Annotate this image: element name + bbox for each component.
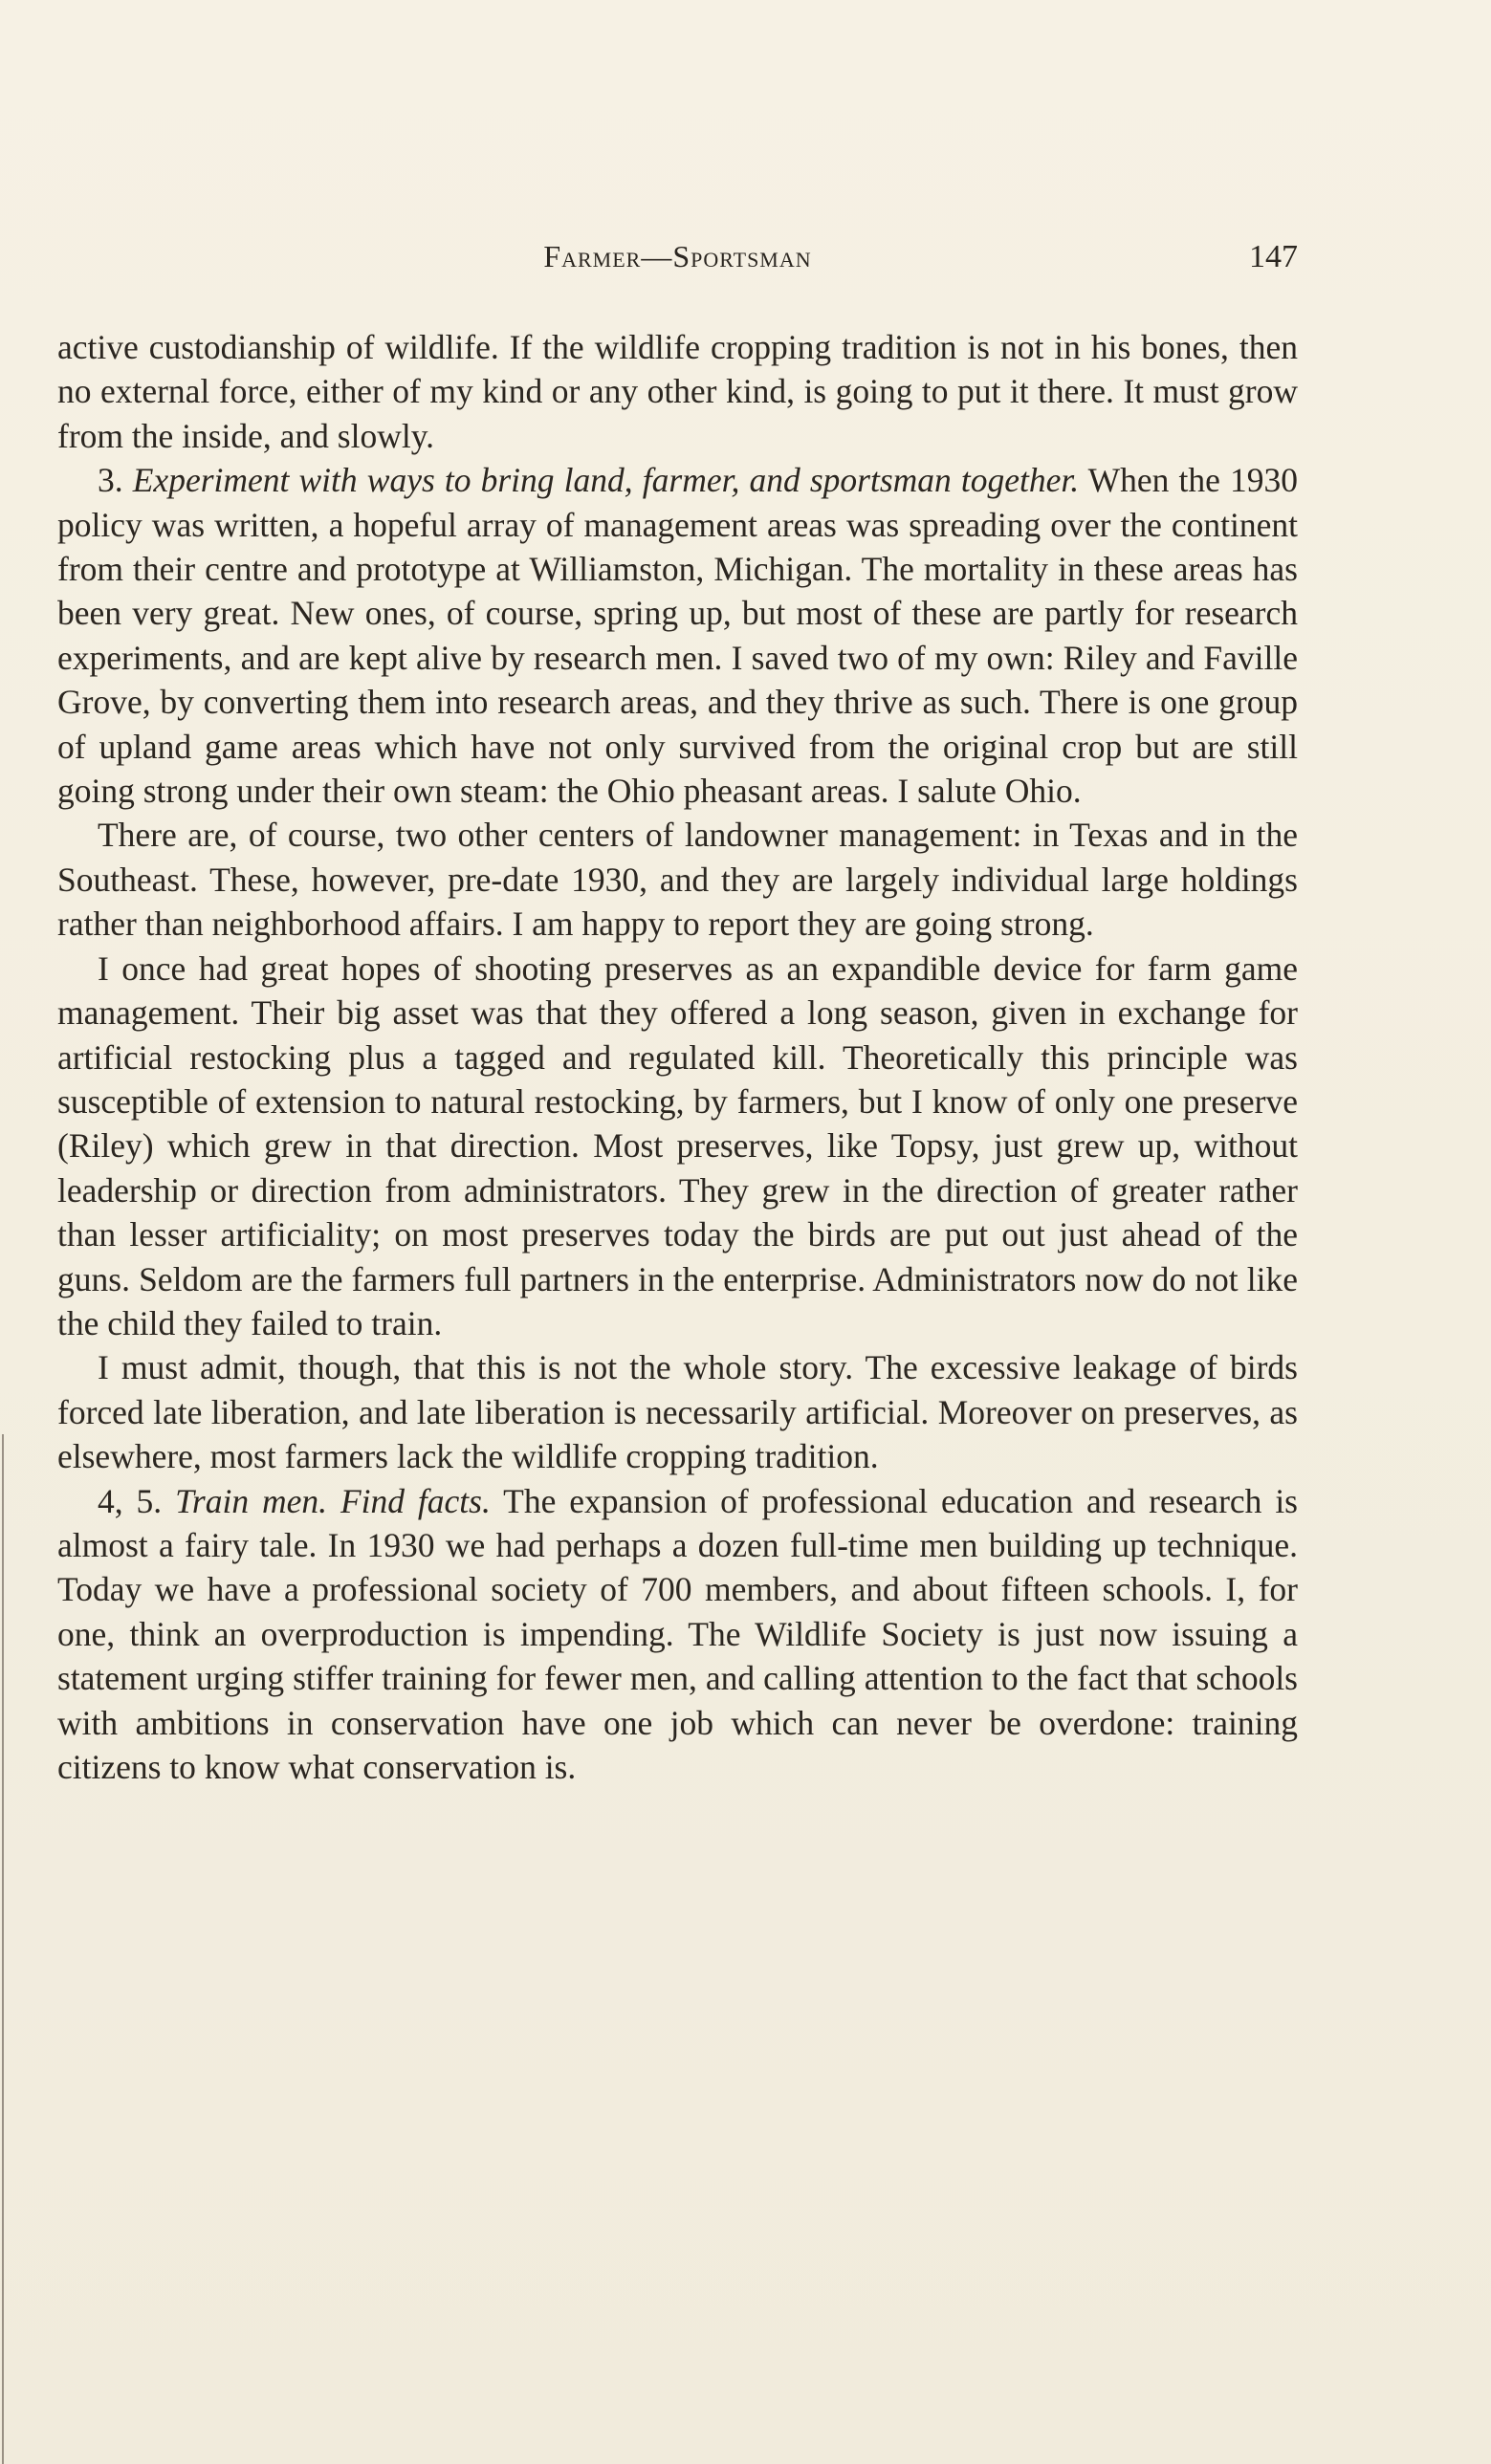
paragraph-text: I once had great hopes of shooting preserves as an expandible device for farm game management. Their big asset was that they offered a long season, given in exchange for artificial restocking plus a tagged and regulated kill. Theoretically this principle was susceptible of extension to natural restocking, by farmers, but I know of only one preserve (Riley) which grew in that direction. Most preserves, like Topsy, just grew up, without leadership or direction from administrators. They grew in the direction of greater rather than lesser artificiality; on most preserves today the birds are put out just ahead of the guns. Seldom are the farmers full partners in the enterprise. Administrators now do not like the child they failed to train.: [57, 949, 1298, 1342]
paragraph-5: [57, 1345, 1298, 1478]
page-header: [57, 239, 1298, 277]
item-number: 3.: [98, 461, 133, 500]
binding-edge-line: [2, 1434, 4, 2464]
paragraph-1: [57, 325, 1298, 458]
item-number: 4, 5.: [98, 1481, 176, 1520]
item-heading: Train men. Find facts.: [175, 1481, 491, 1520]
item-heading: Experiment with ways to bring land, farmer, and sportsman together.: [132, 461, 1080, 500]
paragraph-2: [57, 458, 1298, 813]
running-head: Farmer—Sportsman: [543, 239, 812, 273]
paragraph-text: When the 1930 policy was written, a hopeful array of management areas was spreading over the continent from their centre and prototype at Williamston, Michigan. The mortality in these areas has been very great. New ones, of course, spring up, but most of these are partly for research experiments, and are kept alive by research men. I saved two of my own: Riley and Faville Grove, by converting them into research areas, and they thrive as such. There is one group of upland game areas which have not only survived from the original crop but are still going strong under their own steam: the Ohio pheasant areas. I salute Ohio.: [57, 461, 1299, 811]
paragraph-6: [57, 1479, 1298, 1790]
paragraph-text: There are, of course, two other centers of landowner management: in Texas and in the Southeast. These, however, pre-date 1930, and they are largely individual large holdings rather than neighborhood affairs. I am happy to report they are going strong.: [57, 816, 1298, 944]
paragraph-3: [57, 813, 1298, 946]
paragraph-4: [57, 947, 1298, 1346]
paragraph-text: active custodianship of wildlife. If the wildlife cropping tradition is not in his bones, then no external force, either of my kind or any other kind, is going to put it there. It must grow from the inside, and slowly.: [57, 328, 1298, 455]
paragraph-text: I must admit, though, that this is not the whole story. The excessive leakage of birds forced late liberation, and late liberation is necessarily artificial. Moreover on preserves, as elsewhere, most farmers lack the wildlife cropping tradition.: [57, 1348, 1298, 1476]
page-number: 147: [1249, 239, 1298, 274]
body-text: [57, 325, 1298, 1789]
paragraph-text: The expansion of professional education and research is almost a fairy tale. In 1930 we had perhaps a dozen full-time men building up technique. Today we have a professional society of 700 members, and about fifteen schools. I, for one, think an overproduction is impending. The Wildlife Society is just now issuing a statement urging stiffer training for fewer men, and calling attention to the fact that schools with ambitions in conservation have one job which can never be overdone: training citizens to know what conservation is.: [57, 1481, 1298, 1786]
